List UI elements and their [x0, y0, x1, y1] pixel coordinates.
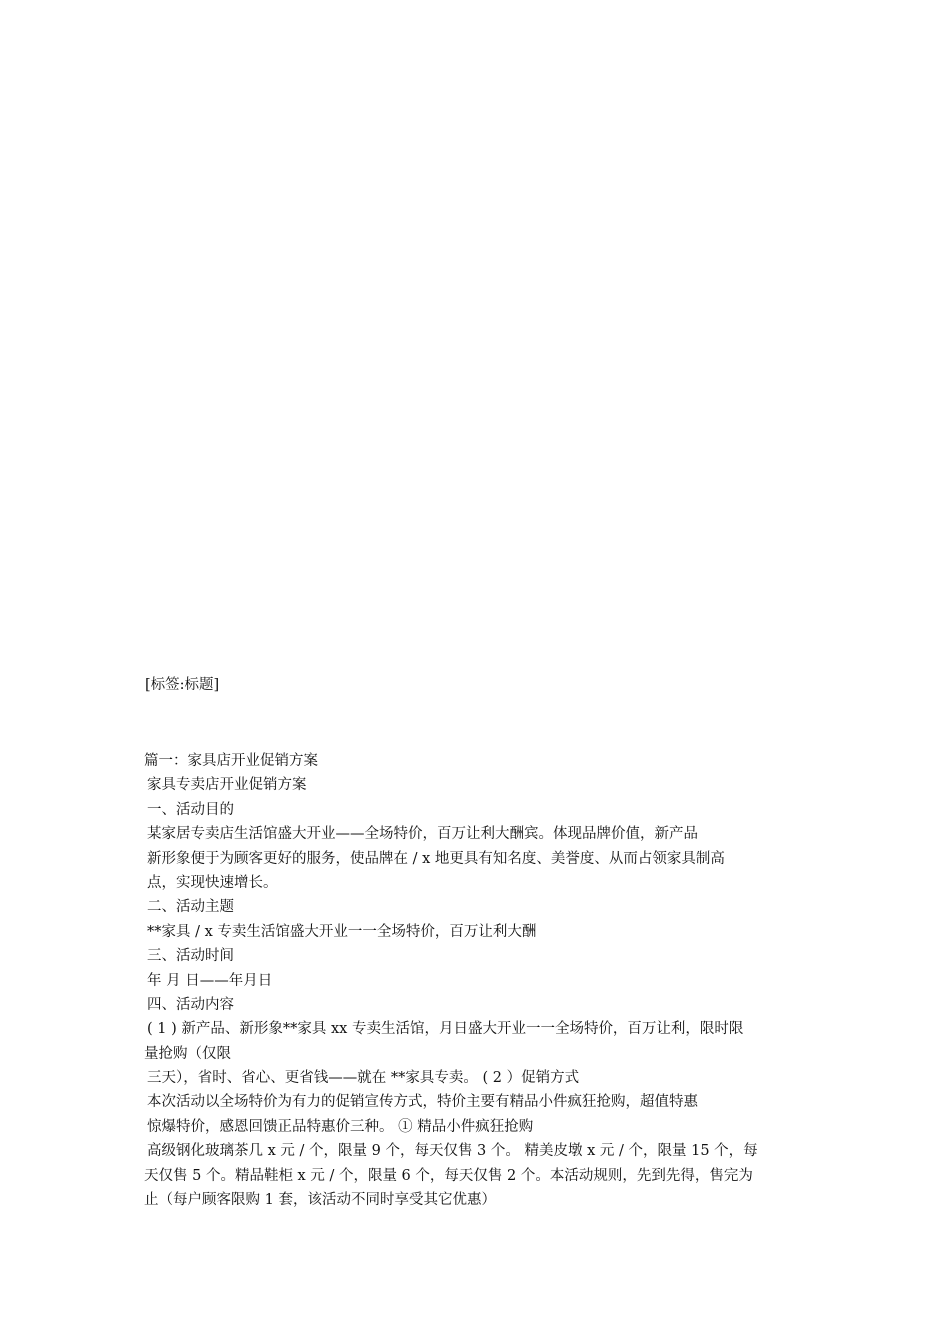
- section-heading-theme: 二、活动主题: [147, 899, 234, 916]
- paragraph-line: 某家居专卖店生活馆盛大开业——全场特价，百万让利大酬宾。体现品牌价值，新产品: [147, 826, 698, 843]
- section-heading-purpose: 一、活动目的: [147, 801, 234, 818]
- paragraph-line: 点，实现快速增长。: [147, 874, 278, 891]
- paragraph-line: 天仅售 5 个。精品鞋柜 x 元 / 个，限量 6 个，每天仅售 2 个。本活动规则，先到先得，售完为: [144, 1167, 753, 1184]
- paragraph-line: 新形象便于为顾客更好的服务，使品牌在 / x 地更具有知名度、美誉度、从而占领家具制高: [147, 850, 725, 867]
- paragraph-line: 止（每户顾客限购 1 套，该活动不同时享受其它优惠）: [144, 1192, 496, 1209]
- tag-label: [标签:标题]: [145, 677, 220, 693]
- paragraph-line: 量抢购（仅限: [144, 1045, 231, 1062]
- paragraph-line: 本次活动以全场特价为有力的促销宣传方式，特价主要有精品小件疯狂抢购，超值特惠: [147, 1094, 698, 1111]
- paragraph-line: 惊爆特价，感恩回馈正品特惠价三种。 ① 精品小件疯狂抢购: [147, 1118, 534, 1135]
- plan-title: 家具专卖店开业促销方案: [147, 777, 307, 794]
- section-heading-time: 三、活动时间: [147, 948, 234, 965]
- paragraph-line: **家具 / x 专卖生活馆盛大开业一一全场特价，百万让利大酬: [147, 923, 537, 940]
- article-heading: 篇一：家具店开业促销方案: [144, 753, 318, 769]
- paragraph-line: 年 月 日——年月日: [147, 972, 273, 989]
- paragraph-line: ( 1 ) 新产品、新形象**家具 xx 专卖生活馆，月日盛大开业一一全场特价，百万让利，限时限: [147, 1021, 744, 1038]
- section-heading-content: 四、活动内容: [147, 996, 234, 1013]
- document-body: [144, 749, 812, 1212]
- paragraph-line: 高级钢化玻璃茶几 x 元 / 个，限量 9 个，每天仅售 3 个。 精美皮墩 x 元 / 个，限量 15 个，每: [147, 1143, 758, 1160]
- paragraph-line: 三天），省时、省心、更省钱——就在 **家具专卖。 ( 2 ）促销方式: [147, 1070, 580, 1087]
